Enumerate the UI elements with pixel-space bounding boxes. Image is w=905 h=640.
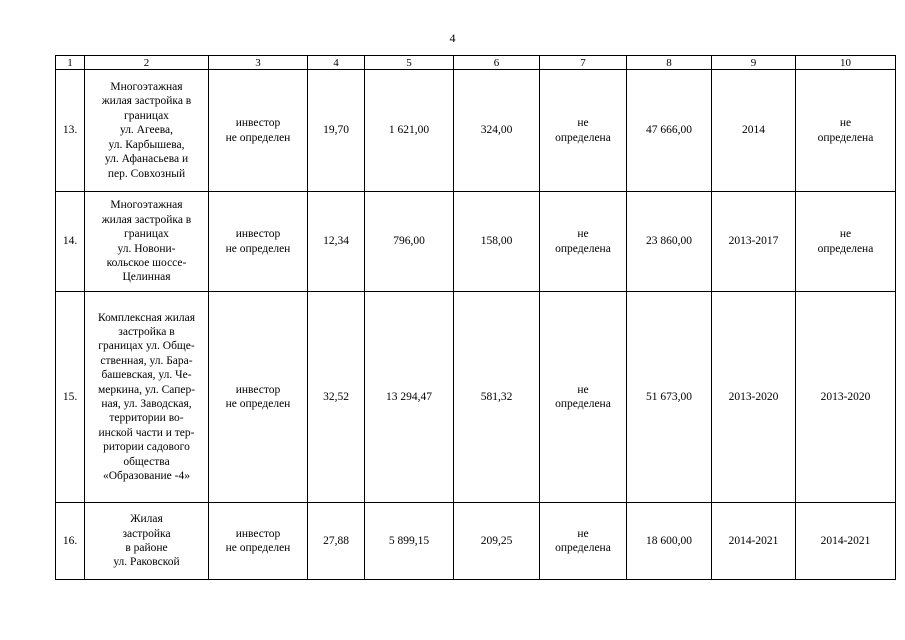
row-number-cell: 15.	[56, 292, 85, 503]
table-cell: 12,34	[308, 192, 365, 292]
column-header: 1	[56, 56, 85, 70]
object-name-cell: Многоэтажная жилая застройка в границах ул. Агеева, ул. Карбышева, ул. Афанасьева и пер. Совхозный	[85, 70, 209, 192]
table-cell: не определена	[540, 70, 627, 192]
table-cell: 209,25	[454, 503, 540, 580]
object-name-cell: Жилая застройка в районе ул. Раковской	[85, 503, 209, 580]
column-header: 8	[627, 56, 712, 70]
row-number-cell: 14.	[56, 192, 85, 292]
table-cell: 47 666,00	[627, 70, 712, 192]
table-cell: 19,70	[308, 70, 365, 192]
table-cell: 23 860,00	[627, 192, 712, 292]
investor-cell: инвестор не определен	[209, 70, 308, 192]
table-row	[56, 192, 896, 292]
table-cell: 2014-2021	[712, 503, 796, 580]
table-cell: 2014-2021	[796, 503, 896, 580]
column-header: 4	[308, 56, 365, 70]
table-header-row	[56, 56, 896, 70]
table-cell: 2013-2020	[796, 292, 896, 503]
table-cell: 18 600,00	[627, 503, 712, 580]
column-header: 6	[454, 56, 540, 70]
table-cell: 796,00	[365, 192, 454, 292]
table-cell: не определена	[796, 192, 896, 292]
row-number-cell: 13.	[56, 70, 85, 192]
column-header: 2	[85, 56, 209, 70]
table-cell: 1 621,00	[365, 70, 454, 192]
column-header: 9	[712, 56, 796, 70]
table-cell: не определена	[540, 503, 627, 580]
row-number-cell: 16.	[56, 503, 85, 580]
investor-cell: инвестор не определен	[209, 503, 308, 580]
column-header: 3	[209, 56, 308, 70]
column-header: 5	[365, 56, 454, 70]
column-header: 7	[540, 56, 627, 70]
investor-cell: инвестор не определен	[209, 292, 308, 503]
table-cell: 158,00	[454, 192, 540, 292]
table-row	[56, 70, 896, 192]
table-cell: не определена	[796, 70, 896, 192]
object-name-cell: Многоэтажная жилая застройка в границах ул. Новони- кольское шоссе- Целинная	[85, 192, 209, 292]
table-cell: 32,52	[308, 292, 365, 503]
table-cell: 51 673,00	[627, 292, 712, 503]
table-cell: 324,00	[454, 70, 540, 192]
column-header: 10	[796, 56, 896, 70]
table-cell: 27,88	[308, 503, 365, 580]
table-cell: не определена	[540, 192, 627, 292]
table-row	[56, 503, 896, 580]
table-cell: 581,32	[454, 292, 540, 503]
table-row	[56, 292, 896, 503]
table-cell: 5 899,15	[365, 503, 454, 580]
table-cell: 2013-2017	[712, 192, 796, 292]
table-cell: 13 294,47	[365, 292, 454, 503]
table-cell: 2013-2020	[712, 292, 796, 503]
table-cell: не определена	[540, 292, 627, 503]
page-number: 4	[449, 31, 456, 45]
object-name-cell: Комплексная жилая застройка в границах ул. Обще- ственная, ул. Бара- башевская, ул. Че- меркина, ул. Сапер- ная, ул. Заводская, территории во- инской части и тер- ритории садового общества «Образование -4»	[85, 292, 209, 503]
investor-cell: инвестор не определен	[209, 192, 308, 292]
table-cell: 2014	[712, 70, 796, 192]
data-table	[55, 55, 896, 580]
